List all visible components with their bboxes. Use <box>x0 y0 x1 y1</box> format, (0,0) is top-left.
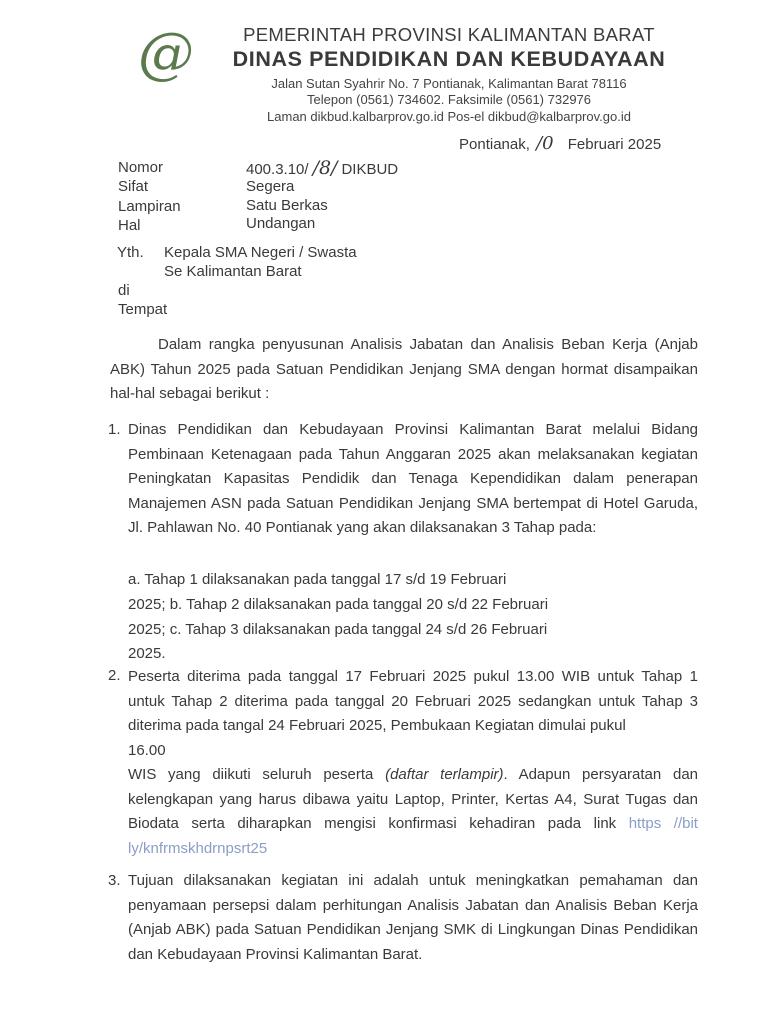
item2-text: Peserta diterima pada tanggal 17 Februari 2025 pukul 13.00 WIB untuk Tahap 1 untuk Tahap 2 diterima pada tanggal 20 Februari 2025 sedangkan untuk Tahap 3 diterima pada tangal 24 Februari 2025, Pembukaan Kegiatan dimulai pukul <box>128 668 698 734</box>
nomor-suffix: DIKBUD <box>341 161 399 178</box>
item2-number: 2. <box>108 667 121 684</box>
recipient-yth: Yth. <box>117 244 144 261</box>
item1-sub-a: a. Tahap 1 dilaksanakan pada tanggal 17 s/d 19 Februari <box>128 571 507 588</box>
sifat-label: Sifat <box>118 178 149 195</box>
sifat-value: Segera <box>246 178 295 195</box>
recipient-di: di <box>118 282 130 299</box>
government-title: PEMERINTAH PROVINSI KALIMANTAN BARAT <box>243 24 655 45</box>
item2-continuation <box>128 763 698 861</box>
lampiran-value: Satu Berkas <box>246 197 328 214</box>
item3-number: 3. <box>108 872 121 889</box>
date-city: Pontianak, <box>459 136 530 153</box>
date-month: Februari <box>567 136 624 153</box>
agency-title: DINAS PENDIDIKAN DAN KEBUDAYAAN <box>232 47 666 71</box>
nomor-number: /8/ <box>312 157 338 179</box>
registration-link[interactable]: https //bit ly/knfrmskhdrnpsrt25 <box>128 815 698 857</box>
item2-cont-pre: WIS yang diikuti seluruh peserta <box>128 766 386 783</box>
hal-label: Hal <box>118 217 141 234</box>
item1-text: Dinas Pendidikan dan Kebudayaan Provinsi Kalimantan Barat melalui Bidang Pembinaan Ketenagaan pada Tahun Anggaran 2025 akan melaksanakan kegiatan Peningkatan Kapasitas Pendidik dan Tenaga Kependidikan dalam penerapan Manajemen ASN pada Satuan Pendidikan Jenjang SMA bertempat di Hotel Garuda, Jl. Pahlawan No. 40 Pontianak yang akan dilaksanakan 3 Tahap pada: <box>128 421 698 536</box>
agency-phone: Telepon (0561) 734602. Faksimile (0561) 732976 <box>306 92 592 107</box>
intro-paragraph: Dalam rangka penyusunan Analisis Jabatan dan Analisis Beban Kerja (Anjab ABK) Tahun 2025 pada Satuan Pendidikan Jenjang SMA dengan hormat disampaikan hal-hal sebagai berikut : <box>110 336 698 402</box>
item3-text: Tujuan dilaksanakan kegiatan ini adalah untuk meningkatkan pemahaman dan penyamaan persepsi dalam perhitungan Analisis Jabatan dan Analisis Beban Kerja (Anjab ABK) pada Satuan Pendidikan Jenjang SMK di Lingkungan Dinas Pendidikan dan Kebudayaan Provinsi Kalimantan Barat. <box>128 872 698 963</box>
date-day: /0 <box>536 133 554 154</box>
agency-logo: @ <box>138 21 194 86</box>
nomor-value <box>246 157 398 179</box>
nomor-prefix: 400.3.10/ <box>246 161 309 178</box>
nomor-label: Nomor <box>118 159 164 176</box>
date-year: 2025 <box>627 136 662 153</box>
lampiran-label: Lampiran <box>118 198 181 215</box>
item2-cont-post: . Adapun persyaratan dan kelengkapan yang harus dibawa yaitu Laptop, Printer, Kertas A4, Surat Tugas dan Biodata serta diharapkan mengisi konfirmasi kehadiran pada link <box>128 766 698 832</box>
item1-sub-c: 2025; c. Tahap 3 dilaksanakan pada tanggal 24 s/d 26 Februari <box>128 621 548 638</box>
recipient-line1: Kepala SMA Negeri / Swasta <box>164 244 357 261</box>
item1-number: 1. <box>108 421 121 438</box>
agency-address: Jalan Sutan Syahrir No. 7 Pontianak, Kalimantan Barat 78116 <box>271 76 627 91</box>
item1-sub-end: 2025. <box>128 645 166 662</box>
item2-cont-attachment: (daftar terlampir) <box>385 766 504 783</box>
recipient-place: Tempat <box>118 301 168 318</box>
hal-value: Undangan <box>246 215 316 232</box>
item2-time: 16.00 <box>128 742 166 759</box>
item1-sub-b: 2025; b. Tahap 2 dilaksanakan pada tanggal 20 s/d 22 Februari <box>128 596 549 613</box>
letter-date <box>459 133 661 154</box>
agency-web: Laman dikbud.kalbarprov.go.id Pos-el dikbud@kalbarprov.go.id <box>267 109 631 124</box>
recipient-line2: Se Kalimantan Barat <box>164 263 302 280</box>
